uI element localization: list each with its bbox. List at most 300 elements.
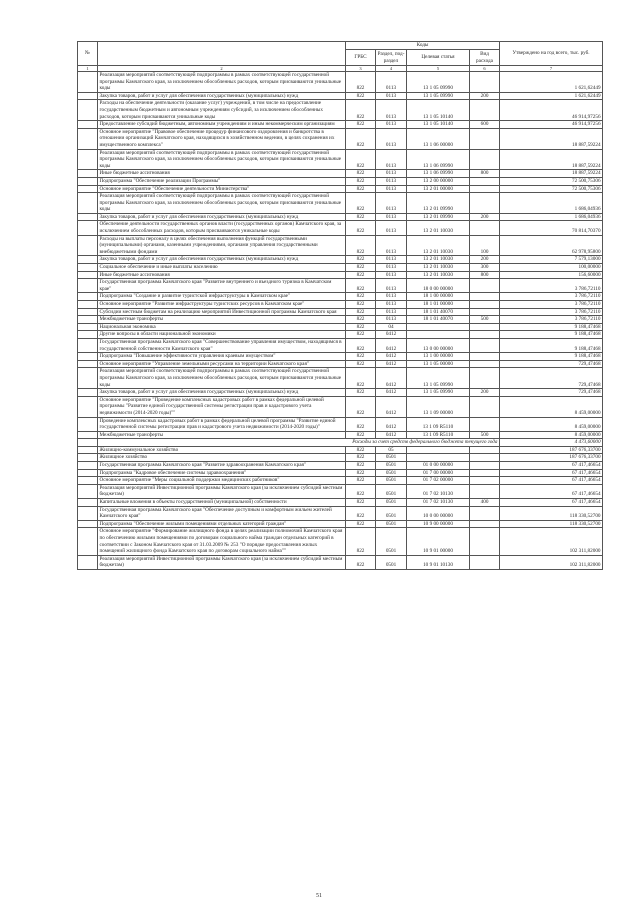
row-vid [470, 462, 500, 470]
row-grbs: 822 [346, 338, 376, 352]
row-vid [470, 185, 500, 193]
row-razdel: 0501 [376, 520, 407, 528]
row-name: Предоставление субсидий бюджетным, автономным учреждениям и иным некоммерческим организациям [98, 121, 346, 129]
column-index: 1 [78, 66, 98, 72]
row-grbs: 822 [346, 368, 376, 389]
row-grbs: 822 [346, 484, 376, 498]
row-csr: 01 7 02 00000 [407, 477, 470, 485]
budget-sheet [77, 41, 602, 570]
row-vid [470, 128, 500, 149]
table-row [78, 301, 603, 309]
row-num-cell [78, 170, 98, 178]
row-vid [470, 331, 500, 339]
row-sum: 118 330,52700 [500, 506, 603, 520]
row-name: Национальная экономика [98, 323, 346, 331]
row-vid [470, 446, 500, 454]
row-sum: 7 579,13000 [500, 256, 603, 264]
row-vid [470, 149, 500, 170]
row-name: Расходы на обеспечение деятельности (оказание услуг) учреждений, в том числе на предоставление государственным бюджетным и автономным учреждениям субсидий, за исключением обособленных расходов, которым присваиваются уникальные коды [98, 100, 346, 121]
row-vid: 100 [470, 235, 500, 256]
row-name: Обеспечение деятельности государственных органов власти (государственных органов) Камчатского края, за исключением обособленных расходов, которым присваиваются уникальные коды [98, 221, 346, 235]
row-grbs: 822 [346, 92, 376, 100]
row-grbs: 822 [346, 477, 376, 485]
row-sum: 9 188,47468 [500, 331, 603, 339]
row-name: Подпрограмма "Кадровое обеспечение системы здравоохранения" [98, 469, 346, 477]
table-row [78, 417, 603, 431]
row-sum: 1 686,04936 [500, 193, 603, 214]
row-csr: 10 9 00 00000 [407, 520, 470, 528]
row-razdel: 0113 [376, 293, 407, 301]
row-sum: 62 978,95800 [500, 235, 603, 256]
row-num-cell [78, 499, 98, 507]
row-csr: 13 2 00 00000 [407, 177, 470, 185]
row-name: Межбюджетные трансферты [98, 431, 346, 439]
row-razdel: 0113 [376, 177, 407, 185]
row-vid [470, 477, 500, 485]
row-vid [470, 484, 500, 498]
row-sum: 67 417,46654 [500, 462, 603, 470]
row-name: Основное мероприятие "Проведение комплексных кадастровых работ в рамках федеральной целевой программы "Развитие единой государственной системы регистрации прав и кадастрового учета недвижимости (2014-2020 годы)"" [98, 396, 346, 417]
row-num-cell [78, 100, 98, 121]
row-sum: 9 188,47468 [500, 353, 603, 361]
row-csr: 13 1 05 09990 [407, 389, 470, 397]
row-sum: 187 676,33700 [500, 454, 603, 462]
row-csr: 13 2 01 09990 [407, 213, 470, 221]
page-number: 51 [316, 893, 322, 899]
row-csr [407, 454, 470, 462]
row-num-cell [78, 360, 98, 368]
row-sum: 46 914,97256 [500, 121, 603, 129]
row-num-cell [78, 293, 98, 301]
row-name: Закупка товаров, работ и услуг для обеспечения государственных (муниципальных) нужд [98, 389, 346, 397]
row-name: Основное мероприятие "Обеспечение деятельности Министерства" [98, 185, 346, 193]
row-sum: 1 621,62449 [500, 92, 603, 100]
row-csr: 18 1 01 40070 [407, 308, 470, 316]
row-razdel: 0501 [376, 477, 407, 485]
row-razdel: 0412 [376, 331, 407, 339]
row-razdel: 0501 [376, 462, 407, 470]
table-row [78, 454, 603, 462]
table-row [78, 308, 603, 316]
row-razdel: 0501 [376, 454, 407, 462]
row-sum: 3 786,72110 [500, 308, 603, 316]
row-num-cell [78, 417, 98, 431]
row-csr: 01 7 02 10130 [407, 484, 470, 498]
row-name: Проведение комплексных кадастровых работ в рамках федеральной целевой программы "Развитие единой государственной системы регистрации прав и кадастрового учета недвижимости (2014-2020 годы)" [98, 417, 346, 431]
row-razdel: 0113 [376, 128, 407, 149]
table-row [78, 193, 603, 214]
row-vid [470, 353, 500, 361]
row-vid: 200 [470, 256, 500, 264]
row-razdel: 0412 [376, 389, 407, 397]
row-vid [470, 279, 500, 293]
row-name: Основное мероприятие "Развитие инфраструктуры туристских ресурсов в Камчатском крае" [98, 301, 346, 309]
row-grbs: 822 [346, 506, 376, 520]
row-sum: 118 330,52700 [500, 520, 603, 528]
row-grbs: 822 [346, 121, 376, 129]
row-vid: 300 [470, 264, 500, 272]
header-razdel: Раздел, под-раздел [376, 50, 407, 66]
row-razdel: 0113 [376, 301, 407, 309]
row-vid: 600 [470, 121, 500, 129]
row-num-cell [78, 484, 98, 498]
row-grbs: 822 [346, 193, 376, 214]
column-index: 6 [470, 66, 500, 72]
row-num-cell [78, 235, 98, 256]
row-num-cell [78, 121, 98, 129]
row-razdel: 0113 [376, 72, 407, 93]
row-name: Жилищно-коммунальное хозяйство [98, 446, 346, 454]
row-vid [470, 100, 500, 121]
row-name: Реализация мероприятий соответствующей подпрограммы в рамках соответствующей государственной программы Камчатского края, за исключением обособленных расходов, которым присваиваются уникальные коды [98, 368, 346, 389]
row-grbs: 822 [346, 72, 376, 93]
row-name: Закупка товаров, работ и услуг для обеспечения государственных (муниципальных) нужд [98, 256, 346, 264]
table-row [78, 331, 603, 339]
row-razdel: 04 [376, 323, 407, 331]
row-csr: 13 1 05 09990 [407, 92, 470, 100]
row-csr: 13 1 09 R5110 [407, 431, 470, 439]
row-grbs: 822 [346, 417, 376, 431]
row-vid: 400 [470, 499, 500, 507]
table-row [78, 149, 603, 170]
table-row [78, 128, 603, 149]
row-num-cell [78, 177, 98, 185]
row-name: Подпрограмма "Повышение эффективности управления краевым имуществом" [98, 353, 346, 361]
table-row [78, 256, 603, 264]
table-row [78, 499, 603, 507]
row-name: Другие вопросы в области национальной экономики [98, 331, 346, 339]
row-vid [470, 308, 500, 316]
row-razdel: 0412 [376, 338, 407, 352]
row-razdel: 0113 [376, 279, 407, 293]
row-csr: 01 7 00 00000 [407, 469, 470, 477]
row-razdel: 0412 [376, 431, 407, 439]
row-vid [470, 360, 500, 368]
row-razdel: 0113 [376, 271, 407, 279]
table-row [78, 484, 603, 498]
row-csr: 13 1 09 R5110 [407, 417, 470, 431]
row-sum: 70 814,70370 [500, 221, 603, 235]
row-csr: 13 2 01 10030 [407, 256, 470, 264]
row-razdel: 0113 [376, 185, 407, 193]
table-row [78, 446, 603, 454]
row-csr: 18 1 00 00000 [407, 293, 470, 301]
row-sum: 3 786,72110 [500, 301, 603, 309]
table-row [78, 520, 603, 528]
column-index: 7 [500, 66, 603, 72]
row-name: Государственная программа Камчатского края "Развитие внутреннего и въездного туризма в Камчатском крае" [98, 279, 346, 293]
row-sum: 729,47468 [500, 360, 603, 368]
row-csr: 13 1 06 09990 [407, 170, 470, 178]
row-razdel: 0412 [376, 417, 407, 431]
table-row [78, 213, 603, 221]
row-razdel: 0113 [376, 170, 407, 178]
row-sum: 18 887,59224 [500, 149, 603, 170]
row-csr: 13 1 05 10140 [407, 121, 470, 129]
row-sum: 156,60000 [500, 271, 603, 279]
row-csr [407, 446, 470, 454]
row-grbs: 822 [346, 301, 376, 309]
row-sum: 1 686,04936 [500, 213, 603, 221]
row-vid [470, 301, 500, 309]
table-row [78, 72, 603, 93]
row-sum: 4 473,60000 [500, 439, 603, 447]
row-razdel: 0113 [376, 235, 407, 256]
row-grbs: 822 [346, 396, 376, 417]
row-sum: 3 786,72110 [500, 279, 603, 293]
row-sum: 18 887,59224 [500, 170, 603, 178]
header-name-blank [98, 42, 346, 66]
row-name: Реализация мероприятий соответствующей подпрограммы в рамках соответствующей государственной программы Камчатского края, за исключением обособленных расходов, которым присваиваются уникальные коды [98, 193, 346, 214]
row-num-cell [78, 301, 98, 309]
row-grbs: 822 [346, 462, 376, 470]
row-razdel: 0113 [376, 316, 407, 324]
row-csr: 01 0 00 00000 [407, 462, 470, 470]
row-grbs: 822 [346, 454, 376, 462]
row-sum: 67 417,46654 [500, 477, 603, 485]
row-num-cell [78, 520, 98, 528]
table-row [78, 439, 603, 447]
row-num-cell [78, 271, 98, 279]
row-num-cell [78, 477, 98, 485]
table-row [78, 235, 603, 256]
table-row [78, 506, 603, 520]
row-num-cell [78, 331, 98, 339]
row-vid [470, 193, 500, 214]
header-codes: Коды [346, 42, 500, 50]
row-razdel: 0113 [376, 149, 407, 170]
row-vid: 800 [470, 271, 500, 279]
table-row [78, 396, 603, 417]
row-vid: 500 [470, 431, 500, 439]
row-grbs: 822 [346, 177, 376, 185]
row-grbs: 822 [346, 360, 376, 368]
row-num-cell [78, 193, 98, 214]
column-index: 3 [346, 66, 376, 72]
column-index: 4 [376, 66, 407, 72]
header-sum: Утверждено на год всего, тыс. руб. [500, 42, 603, 66]
row-csr: 13 2 01 10030 [407, 235, 470, 256]
row-num-cell [78, 256, 98, 264]
row-sum: 8 459,00000 [500, 417, 603, 431]
row-grbs: 822 [346, 308, 376, 316]
row-sum: 3 786,72110 [500, 316, 603, 324]
row-vid [470, 454, 500, 462]
row-razdel: 0113 [376, 264, 407, 272]
row-num-cell [78, 353, 98, 361]
table-row [78, 264, 603, 272]
row-name: Подпрограмма "Обеспечение реализации Программы" [98, 177, 346, 185]
row-grbs: 822 [346, 256, 376, 264]
row-grbs: 822 [346, 331, 376, 339]
row-grbs: 822 [346, 431, 376, 439]
table-row [78, 221, 603, 235]
row-name: Основное мероприятие "Правовое обеспечение процедур финансового оздоровления и банкротства в отношении организаций Камчатского края, находящихся в хозяйственном ведении, в целях сохранения их имущественного комплекса" [98, 128, 346, 149]
row-name: Подпрограмма "Обеспечение жилыми помещениями отдельных категорий граждан" [98, 520, 346, 528]
row-name: Государственная программа Камчатского края "Развитие здравоохранения Камчатского края" [98, 462, 346, 470]
row-num-cell [78, 431, 98, 439]
row-num-cell [78, 506, 98, 520]
row-grbs: 822 [346, 446, 376, 454]
row-num-cell [78, 279, 98, 293]
header-num: № [78, 42, 98, 66]
row-razdel: 0501 [376, 499, 407, 507]
row-csr: 18 1 01 00000 [407, 301, 470, 309]
row-vid [470, 469, 500, 477]
row-razdel: 0113 [376, 121, 407, 129]
row-num-cell [78, 528, 98, 555]
row-razdel: 0113 [376, 308, 407, 316]
table-row [78, 360, 603, 368]
row-vid [470, 338, 500, 352]
row-name: Закупка товаров, работ и услуг для обеспечения государственных (муниципальных) нужд [98, 92, 346, 100]
row-num-cell [78, 149, 98, 170]
row-grbs: 822 [346, 221, 376, 235]
row-vid [470, 368, 500, 389]
table-row [78, 121, 603, 129]
row-grbs: 822 [346, 469, 376, 477]
row-num-cell [78, 128, 98, 149]
table-row [78, 431, 603, 439]
table-row [78, 100, 603, 121]
row-csr: 13 1 06 00000 [407, 128, 470, 149]
row-csr: 01 7 02 10130 [407, 499, 470, 507]
row-grbs: 822 [346, 271, 376, 279]
row-num-cell [78, 446, 98, 454]
row-sum: 1 621,62449 [500, 72, 603, 93]
row-name: Основное мероприятие "Формирование жилищного фонда в целях реализации полномочий Камчатского края по обеспечению жилыми помещениями по договорам социального найма граждан отдельных категорий в соответствии с Законом Камчатского края от 31.03.2009 № 253 "О порядке предоставления жилых помещений жилищного фонда Камчатского края по договорам социального найма"" [98, 528, 346, 555]
row-name: Субсидии местным бюджетам на реализацию мероприятий Инвестиционной программы Камчатского края [98, 308, 346, 316]
table-row [78, 185, 603, 193]
row-name: Капитальные вложения в объекты государственной (муниципальной) собственности [98, 499, 346, 507]
row-razdel: 0113 [376, 256, 407, 264]
row-num-cell [78, 185, 98, 193]
row-sum: 102 311,82000 [500, 528, 603, 555]
row-grbs: 822 [346, 555, 376, 569]
table-row [78, 177, 603, 185]
row-name: Иные бюджетные ассигнования [98, 170, 346, 178]
row-name: Основное мероприятие "Меры социальной поддержки медицинских работников" [98, 477, 346, 485]
row-sum: 72 500,75306 [500, 177, 603, 185]
row-csr: 13 1 09 00000 [407, 396, 470, 417]
row-razdel: 0501 [376, 528, 407, 555]
table-row [78, 469, 603, 477]
row-razdel: 0501 [376, 506, 407, 520]
row-sum: 72 500,75306 [500, 185, 603, 193]
row-num-cell [78, 213, 98, 221]
row-num-cell [78, 439, 98, 447]
row-num-cell [78, 368, 98, 389]
table-row [78, 555, 603, 569]
row-name: Социальное обеспечение и иные выплаты населению [98, 264, 346, 272]
row-grbs: 822 [346, 149, 376, 170]
row-csr: 13 1 05 10140 [407, 100, 470, 121]
row-csr: 18 0 00 00000 [407, 279, 470, 293]
row-csr: 13 0 00 00000 [407, 338, 470, 352]
row-grbs: 822 [346, 323, 376, 331]
row-name: Реализация мероприятий соответствующей подпрограммы в рамках соответствующей государственной программы Камчатского края, за исключением обособленных расходов, которым присваиваются уникальные коды [98, 149, 346, 170]
row-razdel: 0113 [376, 221, 407, 235]
header-csr: Целевая статья [407, 50, 470, 66]
row-num-cell [78, 555, 98, 569]
row-csr: 13 1 05 09990 [407, 368, 470, 389]
row-sum: 18 887,59224 [500, 128, 603, 149]
column-index: 2 [98, 66, 346, 72]
table-row [78, 389, 603, 397]
row-sum: 729,47468 [500, 389, 603, 397]
row-razdel: 0501 [376, 484, 407, 498]
row-num-cell [78, 454, 98, 462]
row-csr: 10 0 00 00000 [407, 506, 470, 520]
row-grbs: 822 [346, 100, 376, 121]
row-razdel: 05 [376, 446, 407, 454]
column-index: 5 [407, 66, 470, 72]
row-csr: 13 2 01 09990 [407, 193, 470, 214]
table-row [78, 316, 603, 324]
row-vid [470, 555, 500, 569]
row-razdel: 0501 [376, 469, 407, 477]
row-vid: 200 [470, 213, 500, 221]
row-csr: 10 9 01 10130 [407, 555, 470, 569]
row-name: Реализация мероприятий Инвестиционной программы Камчатского края (за исключением субсидий местным бюджетам) [98, 484, 346, 498]
row-note: Расходы за счет средств федерального бюджета текущего года [98, 439, 500, 447]
table-row [78, 368, 603, 389]
row-razdel: 0412 [376, 396, 407, 417]
row-num-cell [78, 72, 98, 93]
budget-table [77, 41, 603, 570]
row-vid [470, 417, 500, 431]
row-num-cell [78, 316, 98, 324]
row-grbs: 822 [346, 128, 376, 149]
row-csr: 13 2 01 10030 [407, 271, 470, 279]
row-csr: 13 2 01 10030 [407, 221, 470, 235]
header-grbs: ГРБС [346, 50, 376, 66]
row-sum: 9 188,47468 [500, 338, 603, 352]
row-name: Закупка товаров, работ и услуг для обеспечения государственных (муниципальных) нужд [98, 213, 346, 221]
row-sum: 67 417,46654 [500, 484, 603, 498]
row-csr: 13 1 06 09990 [407, 149, 470, 170]
row-name: Государственная программа Камчатского края "Совершенствование управления имуществом, находящимся в государственной собственности Камчатского края" [98, 338, 346, 352]
table-row [78, 323, 603, 331]
row-csr: 13 2 01 00000 [407, 185, 470, 193]
row-vid: 200 [470, 389, 500, 397]
row-grbs: 822 [346, 353, 376, 361]
row-sum: 100,00000 [500, 264, 603, 272]
row-name: Реализация мероприятий Инвестиционной программы Камчатского края (за исключением субсидий местным бюджетам) [98, 555, 346, 569]
row-grbs: 822 [346, 235, 376, 256]
row-name: Реализация мероприятий соответствующей подпрограммы в рамках соответствующей государственной программы Камчатского края, за исключением обособленных расходов, которым присваиваются уникальные коды [98, 72, 346, 93]
row-vid [470, 293, 500, 301]
row-sum: 9 188,47468 [500, 323, 603, 331]
row-razdel: 0412 [376, 368, 407, 389]
row-name: Расходы на выплаты персоналу в целях обеспечения выполнения функций государственными (муниципальными) органами, казенными учреждениями, органами управления государственными внебюджетными фондами [98, 235, 346, 256]
row-num-cell [78, 338, 98, 352]
row-vid [470, 520, 500, 528]
row-razdel: 0113 [376, 92, 407, 100]
budget-table-body [78, 72, 603, 570]
row-vid [470, 221, 500, 235]
row-razdel: 0113 [376, 100, 407, 121]
row-name: Основное мероприятие "Управление земельными ресурсами на территории Камчатского края" [98, 360, 346, 368]
row-num-cell [78, 462, 98, 470]
table-row [78, 293, 603, 301]
row-razdel: 0113 [376, 193, 407, 214]
header-vid: Вид расхода [470, 50, 500, 66]
row-sum: 67 417,46654 [500, 499, 603, 507]
table-row [78, 170, 603, 178]
row-num-cell [78, 389, 98, 397]
row-vid [470, 528, 500, 555]
